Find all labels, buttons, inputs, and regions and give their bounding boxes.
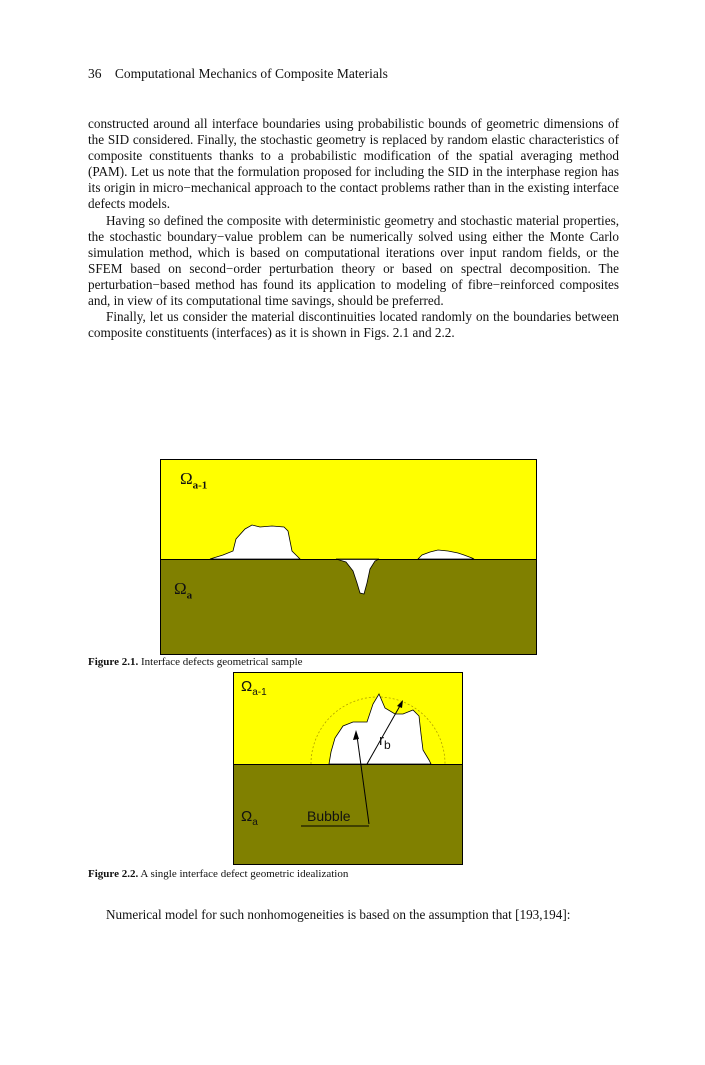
figure-2-1-drawing xyxy=(160,459,537,655)
upper-phase-region xyxy=(161,460,537,560)
paragraph-3: Finally, let us consider the material discontinuities located randomly on the boundaries between composite constituents (interfaces) as it is shown in Figs. 2.1 and 2.2. xyxy=(88,309,619,341)
figure-2-1-caption: Figure 2.1. Interface defects geometrical sample xyxy=(88,656,303,668)
omega-label-bottom: $\Omega_a$ xyxy=(174,579,193,602)
figure-2-2 xyxy=(233,672,463,865)
omega-label-top: $\Omega_{a-1}$ xyxy=(241,678,267,698)
lower-phase-region xyxy=(161,560,537,655)
omega-label-bottom: $\Omega_a$ xyxy=(241,808,258,828)
radius-label: $r_b$ xyxy=(379,732,391,752)
paragraph-closing: Numerical model for such nonhomogeneities is based on the assumption that [193,194]: xyxy=(106,907,571,922)
omega-label-top: $\Omega_{a-1}$ xyxy=(180,469,208,492)
bubble-label: Bubble xyxy=(307,808,351,824)
running-head xyxy=(88,66,388,82)
figure-2-2-caption: Figure 2.2. A single interface defect geometric idealization xyxy=(88,868,349,880)
paragraph-1: constructed around all interface boundaries using probabilistic bounds of geometric dimensions of the SID considered. Finally, the stochastic geometry is replaced by random elastic characteristics of composite constituents thanks to a probabilistic modification of the spatial averaging method (PAM). Let us note that the formulation proposed for including the SID in the interphase region has its origin in micro−mechanical approach to the contact problems rather than in the existing interface defects models. xyxy=(88,116,619,212)
book-title: Computational Mechanics of Composite Materials xyxy=(114,66,388,81)
paragraph-2: Having so defined the composite with deterministic geometry and stochastic material properties, the stochastic boundary−value problem can be numerically solved using either the Monte Carlo simulation method, which is based on computational iterations over input random fields, or the SFEM based on second−order perturbation theory or based on spectral decomposition. The perturbation−based method has found its application to modeling of fibre−reinforced composites and, in view of its computational time savings, should be preferred. xyxy=(88,212,619,309)
figure-2-2-drawing xyxy=(233,672,463,865)
body-text xyxy=(88,116,619,341)
page-number: 36 xyxy=(88,66,102,81)
figure-2-1 xyxy=(160,459,537,655)
